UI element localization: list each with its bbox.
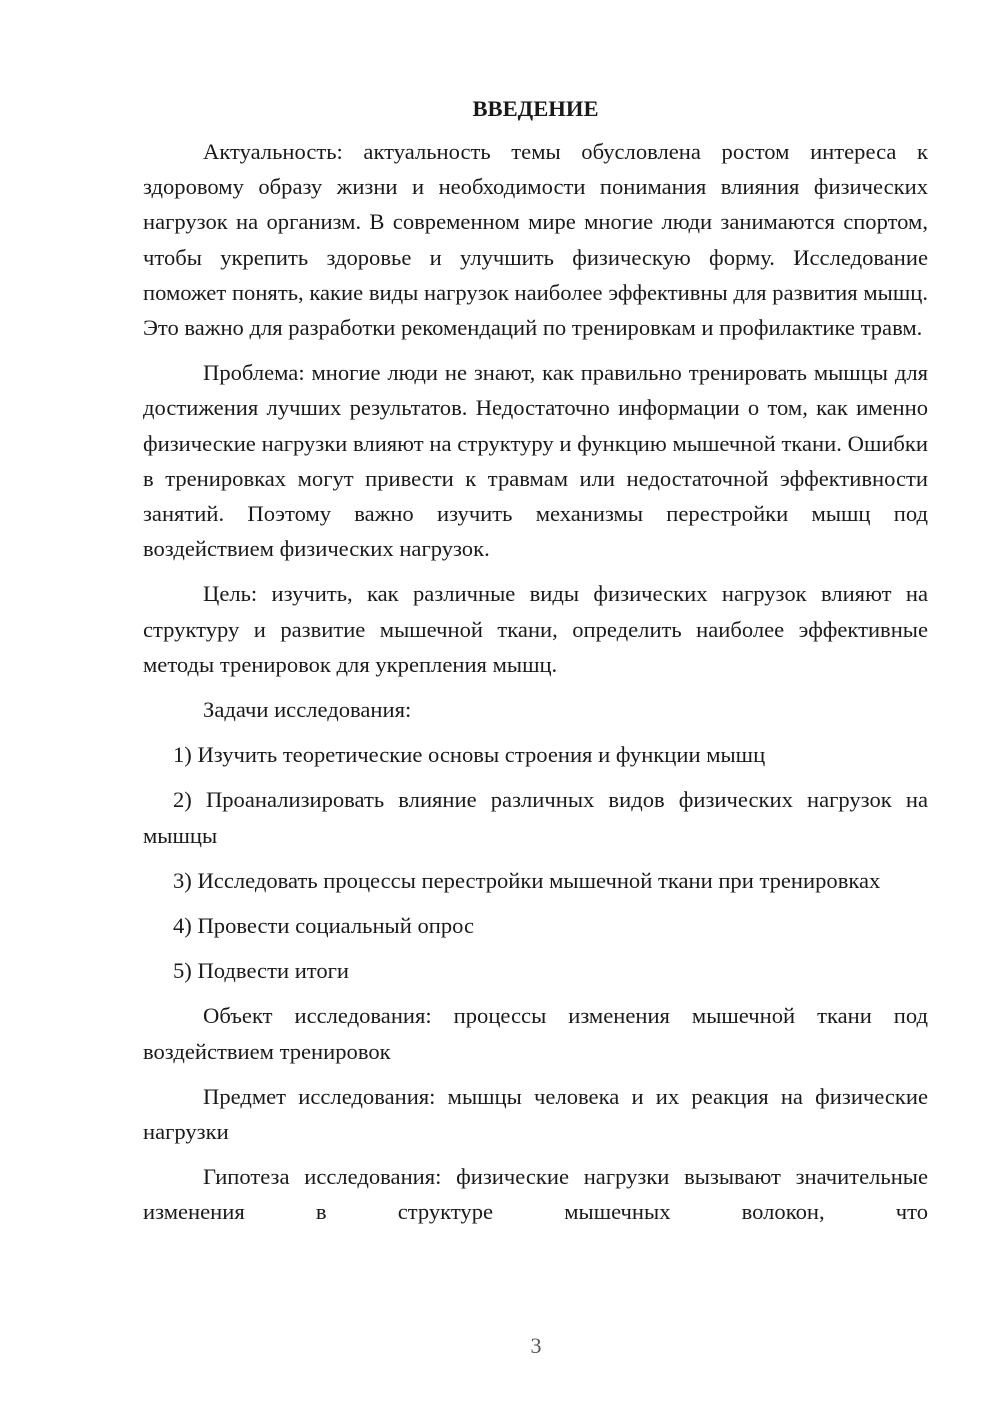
- section-title: ВВЕДЕНИЕ: [472, 96, 599, 121]
- document-body: [143, 94, 928, 1240]
- tasks-heading: Задачи исследования:: [203, 697, 412, 723]
- task-item-5: 5) Подвести итоги: [173, 958, 350, 984]
- subject-paragraph: Предмет исследования: мышцы человека и их реакция на физические нагрузки: [143, 1083, 928, 1145]
- page-number: 3: [530, 1333, 542, 1358]
- task-item-4: 4) Провести социальный опрос: [173, 913, 475, 939]
- relevance-paragraph: Актуальность: актуальность темы обусловлена ростом интереса к здоровому образу жизни и необходимости понимания влияния физических нагрузок на организм. В современном мире многие люди занимаются спортом, чтобы укрепить здоровье и улучшить физическую форму. Исследование поможет понять, какие виды нагрузок наиболее эффективны для развития мышц. Это важно для разработки рекомендаций по тренировкам и профилактике травм.: [143, 139, 928, 341]
- hypothesis-paragraph: Гипотеза исследования: физические нагрузки вызывают значительные изменения в структуре мышечных волокон, что: [143, 1164, 928, 1225]
- goal-paragraph: Цель: изучить, как различные виды физических нагрузок влияют на структуру и развитие мышечной ткани, определить наиболее эффективные методы тренировок для укрепления мышц.: [143, 581, 928, 677]
- object-paragraph: Объект исследования: процессы изменения мышечной ткани под воздействием тренировок: [143, 1003, 928, 1064]
- problem-paragraph: Проблема: многие люди не знают, как правильно тренировать мышцы для достижения лучших результатов. Недостаточно информации о том, как именно физические нагрузки влияют на структуру и функцию мышечной ткани. Ошибки в тренировках могут привести к травмам или недостаточной эффективности занятий. Поэтому важно изучить механизмы перестройки мышц под воздействием физических нагрузок.: [143, 360, 928, 562]
- task-item-3: 3) Исследовать процессы перестройки мышечной ткани при тренировках: [173, 867, 881, 893]
- task-item-1: 1) Изучить теоретические основы строения и функции мышц: [173, 742, 766, 768]
- task-item-2: 2) Проанализировать влияние различных видов физических нагрузок на мышцы: [143, 787, 928, 848]
